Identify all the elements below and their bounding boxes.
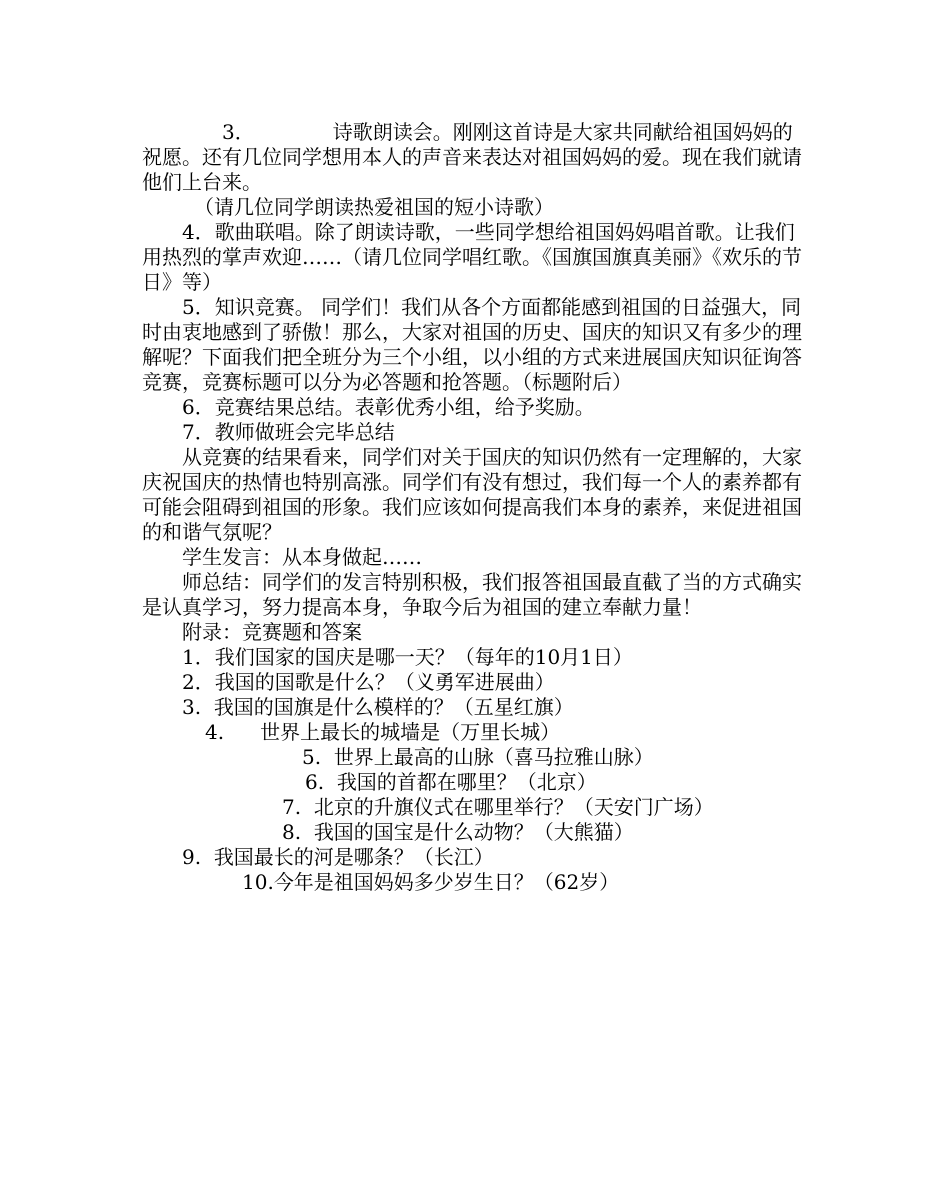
quiz-item: 9. 我国最长的河是哪条？（长江） xyxy=(182,845,494,869)
quiz-item: 6. 我国的首都在哪里？（北京） xyxy=(305,770,597,794)
quiz-item: 4. 世界上最长的城墙是（万里长城） xyxy=(205,720,561,744)
quiz-item: 7. 北京的升旗仪式在哪里举行？（天安门广场） xyxy=(282,795,714,819)
paragraph-contest-summary: 6．竞赛结果总结。表彰优秀小组，给予奖励。 xyxy=(182,395,595,419)
item-number: 3． xyxy=(222,120,255,144)
quiz-item: 5. 世界上最高的山脉（喜马拉雅山脉） xyxy=(302,745,654,769)
quiz-item: 2．我国的国歌是什么？（义勇军进展曲） xyxy=(182,670,555,694)
quiz-item: 3. 我国的国旗是什么模样的？（五星红旗） xyxy=(182,695,574,719)
paragraph-note: （请几位同学朗读热爱祖国的短小诗歌） xyxy=(194,195,554,219)
paragraph-appendix-title: 附录：竞赛题和答案 xyxy=(182,620,362,644)
quiz-item: 10.今年是祖国妈妈多少岁生日？（62岁） xyxy=(242,870,620,894)
paragraph-song-medley: 4．歌曲联唱。除了朗读诗歌，一些同学想给祖国妈妈唱首歌。让我们用热烈的掌声欢迎……（请几位同学唱红歌。《国旗国旗真美丽》《欢乐的节日》等） xyxy=(142,220,802,294)
quiz-item: 1．我们国家的国庆是哪一天？（每年的10月1日） xyxy=(182,645,633,669)
document-body xyxy=(142,120,810,895)
paragraph-knowledge-contest: 5．知识竞赛。 同学们！我们从各个方面都能感到祖国的日益强大，同时由衷地感到了骄傲！那么，大家对祖国的历史、国庆的知识又有多少的理解呢？下面我们把全班分为三个小组，以小组的方式来进展国庆知识征询答竞赛，竞赛标题可以分为必答题和抢答题。（标题附后） xyxy=(142,295,802,394)
paragraph-student-speech: 学生发言：从本身做起…… xyxy=(182,545,422,569)
paragraph-teacher-summary: 7．教师做班会完毕总结 xyxy=(182,420,395,444)
quiz-item: 8. 我国的国宝是什么动物？（大熊猫） xyxy=(282,820,634,844)
paragraph-poetry-reading xyxy=(142,120,810,195)
paragraph-teacher-closing: 师总结：同学们的发言特别积极，我们报答祖国最直截了当的方式确实是认真学习，努力提高本身，争取今后为祖国的建立奉献力量！ xyxy=(142,570,802,619)
paragraph-text: 诗歌朗读会。刚刚这首诗是大家共同献给祖国妈妈的祝愿。还有几位同学想用本人的声音来表达对祖国妈妈的爱。现在我们就请他们上台来。 xyxy=(142,120,802,194)
paragraph-conclusion: 从竞赛的结果看来，同学们对关于国庆的知识仍然有一定理解的，大家庆祝国庆的热情也特别高涨。同学们有没有想过，我们每一个人的素养都有可能会阻碍到祖国的形象。我们应该如何提高我们本身的素养，来促进祖国的和谐气氛呢？ xyxy=(142,445,802,544)
